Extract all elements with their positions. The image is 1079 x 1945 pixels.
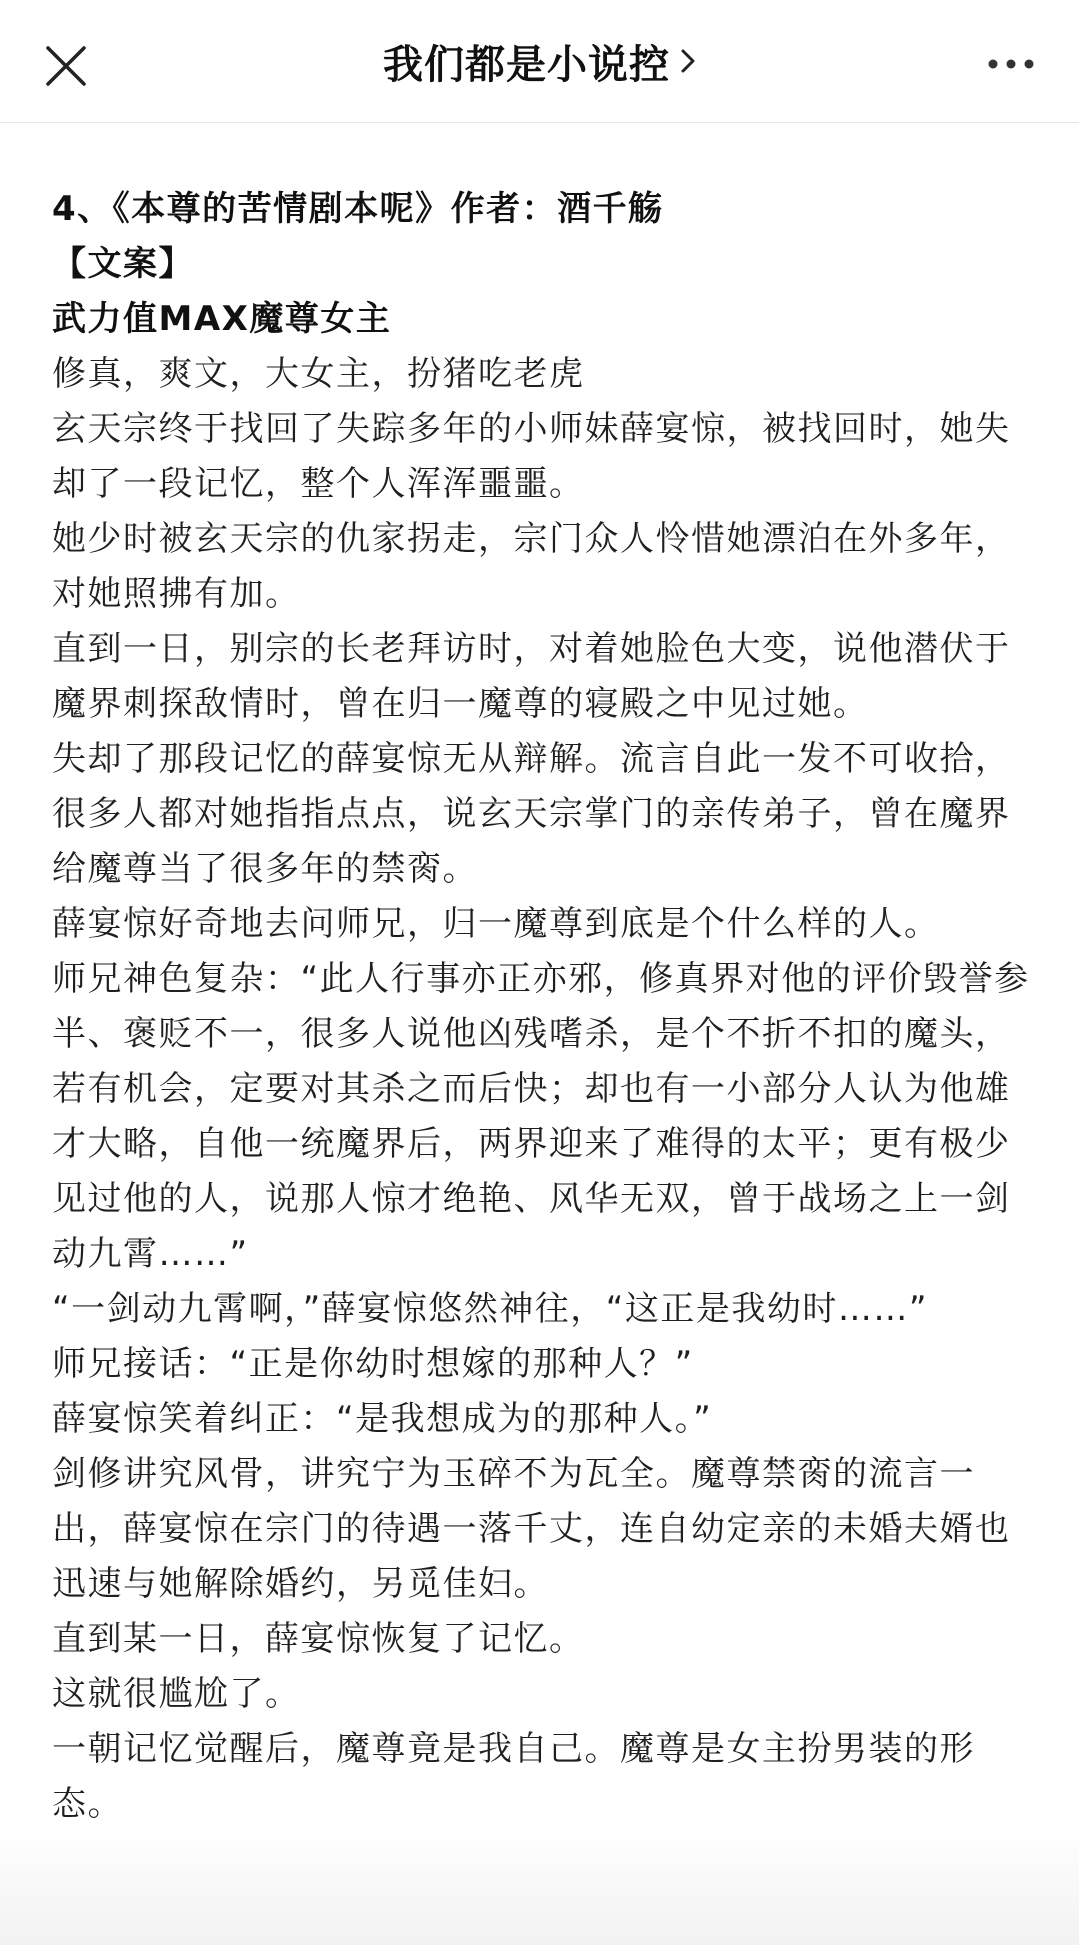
- book-title: 4、《本尊的苦情剧本呢》作者：酒千觞: [52, 189, 664, 229]
- paragraph: 薛宴惊笑着纠正：“是我想成为的那种人。”: [52, 1399, 713, 1439]
- paragraph: 一朝记忆觉醒后，魔尊竟是我自己。魔尊是女主扮男装的形态。: [52, 1729, 975, 1824]
- paragraph: 薛宴惊好奇地去问师兄，归一魔尊到底是个什么样的人。: [52, 904, 940, 944]
- tags-line: 修真，爽文，大女主，扮猪吃老虎: [52, 354, 585, 394]
- paragraph: 这就很尴尬了。: [52, 1674, 301, 1714]
- more-options-button[interactable]: [987, 52, 1035, 76]
- article-body: [52, 182, 1037, 1832]
- top-navigation-bar: [0, 0, 1079, 123]
- paragraph: 师兄神色复杂：“此人行事亦正亦邪，修真界对他的评价毁誉参半、褒贬不一，很多人说他凶残嗜杀，是个不折不扣的魔头，若有机会，定要对其杀之而后快；却也有一小部分人认为他雄才大略，自他一统魔界后，两界迎来了难得的太平；更有极少见过他的人，说那人惊才绝艳、风华无双，曾于战场之上一剑动九霄……”: [52, 959, 1030, 1274]
- paragraph: 剑修讲究风骨，讲究宁为玉碎不为瓦全。魔尊禁脔的流言一出，薛宴惊在宗门的待遇一落千丈，连自幼定亲的未婚夫婿也迅速与她解除婚约，另觅佳妇。: [52, 1454, 1011, 1604]
- paragraph: 师兄接话：“正是你幼时想嫁的那种人？”: [52, 1344, 694, 1384]
- close-button[interactable]: [44, 44, 88, 88]
- chevron-right-icon: [680, 47, 696, 75]
- bottom-fade: [0, 1825, 1079, 1945]
- section-label: 【文案】: [52, 244, 194, 284]
- paragraph: 她少时被玄天宗的仇家拐走，宗门众人怜惜她漂泊在外多年，对她照拂有加。: [52, 519, 1011, 614]
- paragraph: 失却了那段记忆的薛宴惊无从辩解。流言自此一发不可收拾，很多人都对她指指点点，说玄天宗掌门的亲传弟子，曾在魔界给魔尊当了很多年的禁脔。: [52, 739, 1011, 889]
- paragraph: 直到一日，别宗的长老拜访时，对着她脸色大变，说他潜伏于魔界刺探敌情时，曾在归一魔尊的寝殿之中见过她。: [52, 629, 1011, 724]
- account-title-link[interactable]: [383, 33, 696, 90]
- more-horizontal-icon: [987, 52, 1035, 76]
- paragraph: 直到某一日，薛宴惊恢复了记忆。: [52, 1619, 585, 1659]
- paragraph: 玄天宗终于找回了失踪多年的小师妹薛宴惊，被找回时，她失却了一段记忆，整个人浑浑噩噩。: [52, 409, 1011, 504]
- close-icon: [44, 44, 88, 88]
- page-title: 我们都是小说控: [383, 41, 670, 88]
- paragraph: “一剑动九霄啊，”薛宴惊悠然神往，“这正是我幼时……”: [52, 1289, 928, 1329]
- tagline: 武力值MAX魔尊女主: [52, 299, 392, 339]
